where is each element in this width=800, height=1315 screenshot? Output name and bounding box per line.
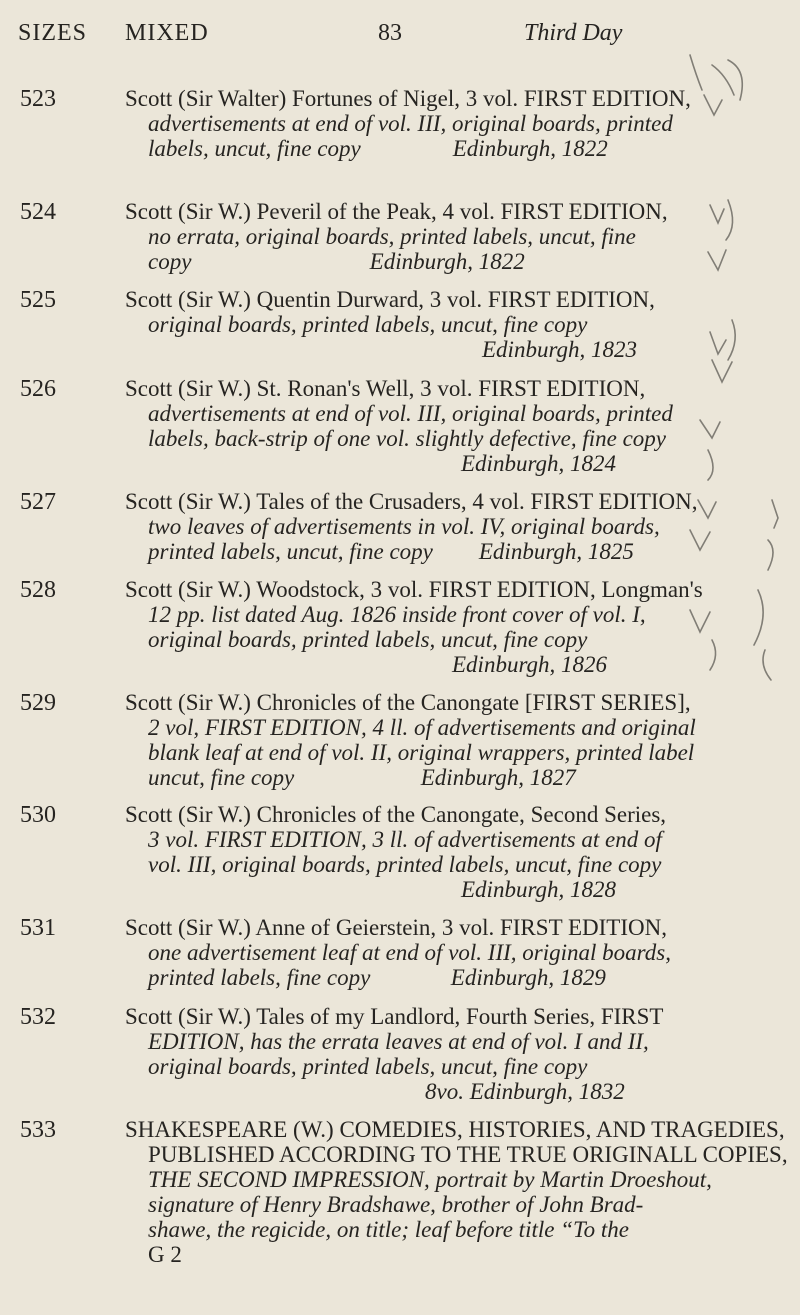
lot-line: Scott (Sir W.) Peveril of the Peak, 4 vol. FIRST EDITION, (125, 199, 668, 224)
page-number: 83 (378, 20, 402, 46)
lot-line: printed labels, uncut, fine copy Edinburgh, 1825 (148, 539, 634, 564)
lot-line: Scott (Sir W.) St. Ronan's Well, 3 vol. FIRST EDITION, (125, 376, 646, 401)
lot-line: Edinburgh, 1824 (461, 451, 617, 476)
lot-description (125, 376, 775, 476)
lot-line: one advertisement leaf at end of vol. III, original boards, (148, 940, 671, 965)
lot-description (125, 577, 775, 677)
lot-number: 525 (20, 287, 56, 313)
lot-line: two leaves of advertisements in vol. IV, original boards, (148, 514, 660, 539)
page-header (0, 20, 800, 50)
lot-line: Scott (Sir W.) Chronicles of the Canongate [FIRST SERIES], (125, 690, 691, 715)
lot-line: Scott (Sir W.) Quentin Durward, 3 vol. FIRST EDITION, (125, 287, 655, 312)
lot-description (125, 287, 775, 362)
lot-line: shawe, the regicide, on title; leaf before title “To the (148, 1217, 630, 1242)
header-sizes: SIZES (18, 20, 88, 46)
lot-number: 533 (20, 1117, 56, 1143)
lot-line: Edinburgh, 1828 (461, 877, 617, 902)
lot-description (125, 915, 775, 990)
lot-line: 8vo. Edinburgh, 1832 (425, 1079, 625, 1104)
lot-description (125, 489, 775, 564)
lot-number: 523 (20, 86, 56, 112)
lot-line: original boards, printed labels, uncut, fine copy (148, 627, 588, 652)
lot-line: vol. III, original boards, printed labels, uncut, fine copy (148, 852, 662, 877)
lot-line: original boards, printed labels, uncut, fine copy (148, 1054, 588, 1079)
lot-description (125, 690, 775, 790)
header-mixed: MIXED (125, 20, 209, 46)
lot-line: copy Edinburgh, 1822 (148, 249, 525, 274)
lot-line: blank leaf at end of vol. II, original wrappers, printed label (148, 740, 695, 765)
lot-line: 3 vol. FIRST EDITION, 3 ll. of advertisements at end of (148, 827, 662, 852)
lot-line: signature of Henry Bradshawe, brother of John Brad- (148, 1192, 644, 1217)
lot-line: no errata, original boards, printed labels, uncut, fine (148, 224, 636, 249)
lot-line: advertisements at end of vol. III, original boards, printed (148, 401, 673, 426)
lot-line: Scott (Sir W.) Tales of my Landlord, Fourth Series, FIRST (125, 1004, 664, 1029)
lot-line: labels, uncut, fine copy Edinburgh, 1822 (148, 136, 608, 161)
lot-number: 529 (20, 690, 56, 716)
lot-description (125, 802, 775, 902)
lot-line: uncut, fine copy Edinburgh, 1827 (148, 765, 576, 790)
lot-number: 528 (20, 577, 56, 603)
lot-number: 532 (20, 1004, 56, 1030)
lot-description (125, 199, 775, 274)
lot-line: advertisements at end of vol. III, original boards, printed (148, 111, 673, 136)
lot-line: Edinburgh, 1826 (452, 652, 608, 677)
lot-line: THE SECOND IMPRESSION, portrait by Martin Droeshout, (148, 1167, 712, 1192)
lot-description (125, 1117, 788, 1267)
lot-number: 524 (20, 199, 56, 225)
lot-line: Edinburgh, 1823 (482, 337, 638, 362)
lot-number: 530 (20, 802, 56, 828)
lot-number: 531 (20, 915, 56, 941)
lot-line: EDITION, has the errata leaves at end of vol. I and II, (148, 1029, 649, 1054)
lot-line: SHAKESPEARE (W.) COMEDIES, HISTORIES, AND TRAGEDIES, (125, 1117, 785, 1142)
signature-mark: G 2 (148, 1242, 182, 1267)
lot-number: 527 (20, 489, 56, 515)
lot-line: Scott (Sir W.) Tales of the Crusaders, 4 vol. FIRST EDITION, (125, 489, 698, 514)
lot-line: Scott (Sir W.) Chronicles of the Canongate, Second Series, (125, 802, 667, 827)
lot-line: original boards, printed labels, uncut, fine copy (148, 312, 588, 337)
lot-line: Scott (Sir W.) Anne of Geierstein, 3 vol. FIRST EDITION, (125, 915, 667, 940)
lot-line: Scott (Sir Walter) Fortunes of Nigel, 3 vol. FIRST EDITION, (125, 86, 691, 111)
lot-line: 12 pp. list dated Aug. 1826 inside front cover of vol. I, (148, 602, 646, 627)
lot-description (125, 1004, 775, 1104)
lot-line: labels, back-strip of one vol. slightly defective, fine copy (148, 426, 666, 451)
lot-number: 526 (20, 376, 56, 402)
lot-line: PUBLISHED ACCORDING TO THE TRUE ORIGINALL COPIES, (148, 1142, 788, 1167)
header-day: Third Day (524, 20, 623, 46)
lot-description (125, 86, 775, 161)
pencil-stroke (690, 55, 702, 90)
lot-line: 2 vol, FIRST EDITION, 4 ll. of advertisements and original (148, 715, 696, 740)
lot-line: printed labels, fine copy Edinburgh, 1829 (148, 965, 606, 990)
lot-line: Scott (Sir W.) Woodstock, 3 vol. FIRST EDITION, Longman's (125, 577, 703, 602)
